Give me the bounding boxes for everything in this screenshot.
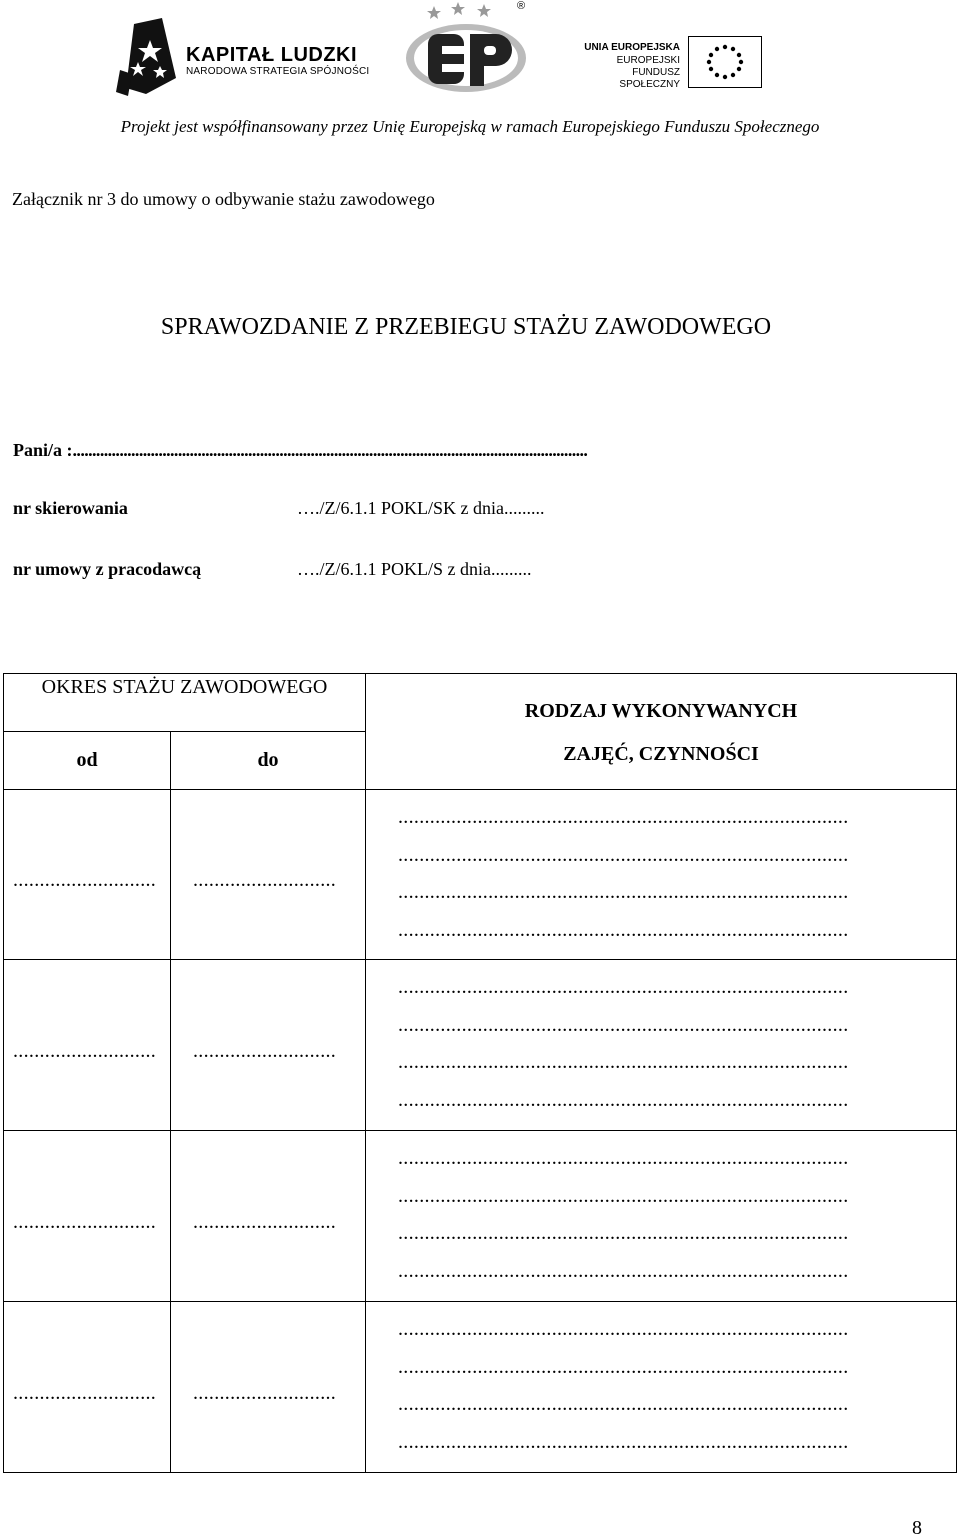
from-cell[interactable]: ........................... <box>4 960 171 1131</box>
annex-label: Załącznik nr 3 do umowy o odbywanie stażu zawodowego <box>12 189 435 209</box>
to-cell[interactable]: ........................... <box>171 1131 366 1302</box>
activity-line: ..................................................................................... <box>398 806 849 828</box>
logo-ep <box>400 0 535 98</box>
name-label: Pani/a : <box>13 440 73 460</box>
to-cell[interactable]: ........................... <box>171 790 366 960</box>
activity-line: ..................................................................................... <box>398 1088 849 1111</box>
contract-label: nr umowy z pracodawcą <box>13 559 202 579</box>
cofinancing-note: Projekt jest współfinansowany przez Unię Europejską w ramach Europejskiego Funduszu Społecznego <box>120 117 820 136</box>
table-row <box>4 960 957 1131</box>
ue-line-1: UNIA EUROPEJSKA <box>584 42 680 53</box>
referral-value[interactable]: …./Z/6.1.1 POKL/SK z dnia......... <box>297 498 545 518</box>
kapital-ludzki-title: KAPITAŁ LUDZKI <box>186 44 358 66</box>
eu-flag <box>688 36 762 88</box>
to-cell[interactable]: ........................... <box>171 960 366 1131</box>
page-number: 8 <box>912 1517 922 1539</box>
registered-mark: ® <box>517 0 526 12</box>
activity-line: ..................................................................................... <box>398 1013 849 1036</box>
document-title: SPRAWOZDANIE Z PRZEBIEGU STAŻU ZAWODOWEGO <box>160 314 772 340</box>
from-cell[interactable]: ........................... <box>4 1131 171 1302</box>
from-cell[interactable]: ........................... <box>4 1302 171 1473</box>
name-row <box>13 440 587 461</box>
to-cell[interactable]: ........................... <box>171 1302 366 1473</box>
activity-line: ..................................................................................... <box>398 1051 849 1073</box>
activity-line: ..................................................................................... <box>398 918 849 941</box>
to-header: do <box>171 732 366 790</box>
activities-header-line2: ZAJĘĆ, CZYNNOŚCI <box>563 743 759 765</box>
activity-line: ..................................................................................... <box>398 1393 849 1415</box>
activities-header <box>366 674 957 790</box>
from-cell[interactable]: ........................... <box>4 790 171 960</box>
activity-line: ..................................................................................... <box>398 1259 849 1282</box>
activity-line: ..................................................................................... <box>398 1222 849 1244</box>
activity-line: ..................................................................................... <box>398 1430 849 1453</box>
contract-value[interactable]: …./Z/6.1.1 POKL/S z dnia......... <box>297 559 532 579</box>
activities-header-line1: RODZAJ WYKONYWANYCH <box>524 700 798 722</box>
from-header: od <box>4 732 171 790</box>
kapital-ludzki-emblem-icon <box>116 18 178 98</box>
activities-cell[interactable] <box>366 1131 957 1302</box>
table-row <box>4 790 957 960</box>
ep-logo-icon <box>400 0 535 98</box>
table-row <box>4 1302 957 1473</box>
activity-line: ..................................................................................... <box>398 1184 849 1207</box>
activity-line: ..................................................................................... <box>398 976 849 998</box>
table-row <box>4 1131 957 1302</box>
internship-table <box>3 673 957 1473</box>
activities-cell[interactable] <box>366 790 957 960</box>
activity-line: ..................................................................................... <box>398 1355 849 1378</box>
period-header: OKRES STAŻU ZAWODOWEGO <box>4 674 366 732</box>
eu-stars-icon <box>689 37 761 87</box>
activity-line: ..................................................................................... <box>398 881 849 903</box>
activities-cell[interactable] <box>366 1302 957 1473</box>
referral-label: nr skierowania <box>13 498 128 518</box>
name-value[interactable]: .................................................................................................................................... <box>72 440 588 460</box>
activity-line: ..................................................................................... <box>398 843 849 866</box>
ue-line-2: EUROPEJSKI <box>616 55 680 66</box>
ue-line-3: FUNDUSZ SPOŁECZNY <box>619 67 680 90</box>
activities-cell[interactable] <box>366 960 957 1131</box>
activity-line: ..................................................................................... <box>398 1318 849 1340</box>
activity-line: ..................................................................................... <box>398 1147 849 1169</box>
kapital-ludzki-subtitle: NARODOWA STRATEGIA SPÓJNOŚCI <box>186 66 370 77</box>
